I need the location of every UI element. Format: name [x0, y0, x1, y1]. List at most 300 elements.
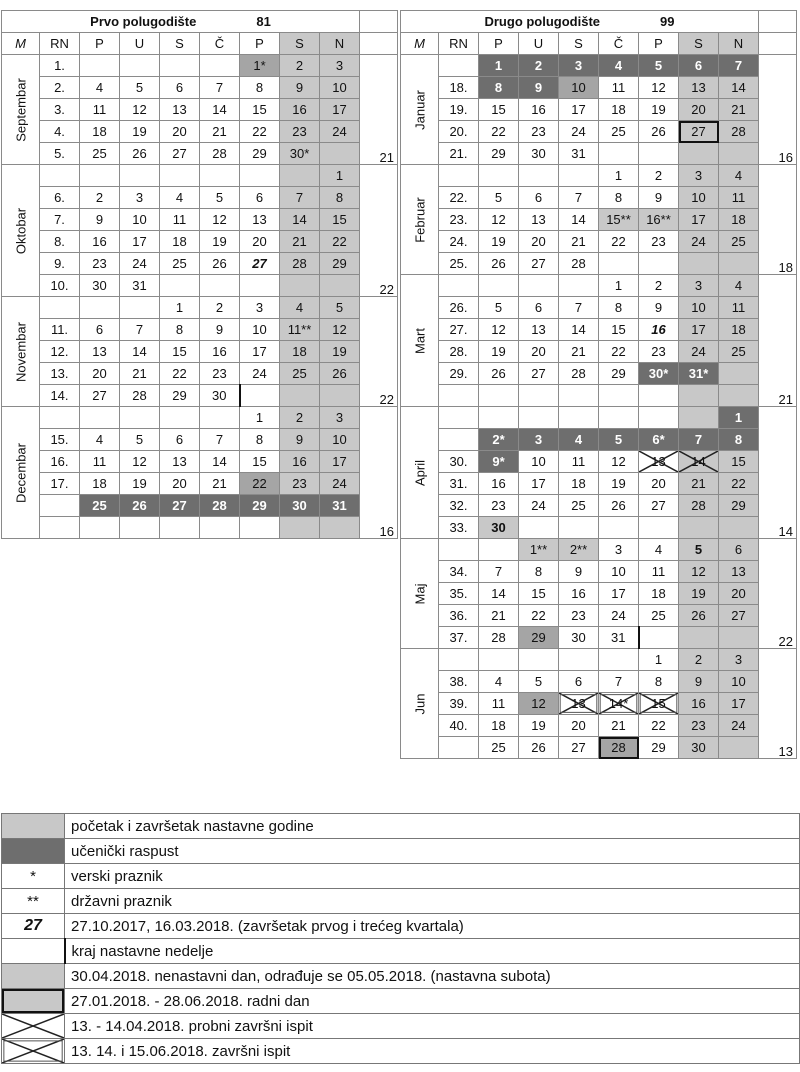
first-half-calendar	[1, 10, 398, 539]
day-number: 14	[491, 586, 506, 601]
day-cell	[200, 121, 240, 143]
legend-swatch: *	[2, 864, 65, 889]
week-row	[401, 737, 797, 759]
day-number: 11	[651, 564, 666, 579]
day-cell	[120, 121, 160, 143]
day-number: 13	[731, 564, 746, 579]
day-cell	[479, 627, 519, 649]
day-number: 29	[531, 630, 546, 645]
day-cell	[559, 583, 599, 605]
day-number: 28	[611, 740, 626, 755]
day-number: 20	[691, 102, 706, 117]
day-cell	[280, 517, 320, 539]
day-cell	[479, 55, 519, 77]
day-cell	[679, 55, 719, 77]
day-number: 18	[92, 124, 107, 139]
day-cell	[479, 407, 519, 429]
day-number: 18	[172, 234, 187, 249]
day-number: 24	[691, 234, 706, 249]
week-number: 30.	[439, 451, 479, 473]
day-number: 6	[255, 190, 264, 205]
week-row	[401, 143, 797, 165]
week-row	[401, 341, 797, 363]
day-number: 8	[654, 674, 663, 689]
day-cell	[679, 737, 719, 759]
week-number: 38.	[439, 671, 479, 693]
day-number: 12	[132, 454, 147, 469]
day-cell	[599, 165, 639, 187]
day-cell	[519, 451, 559, 473]
day-cell	[160, 495, 200, 517]
day-cell	[80, 77, 120, 99]
day-cell	[719, 231, 759, 253]
day-cell	[639, 495, 679, 517]
column-header: P	[240, 33, 280, 55]
week-row	[401, 649, 797, 671]
day-cell	[719, 77, 759, 99]
day-number: 1**	[529, 542, 548, 557]
day-number: 3	[135, 190, 144, 205]
day-cell	[719, 649, 759, 671]
day-number: 3	[335, 58, 344, 73]
week-number	[40, 165, 80, 187]
day-cell	[639, 253, 679, 275]
day-cell	[639, 55, 679, 77]
day-cell	[679, 209, 719, 231]
day-number: 7	[614, 674, 623, 689]
day-cell	[120, 363, 160, 385]
day-number: 28	[212, 146, 227, 161]
day-number: 29	[651, 740, 666, 755]
day-cell	[559, 429, 599, 451]
day-cell	[80, 253, 120, 275]
week-row	[2, 253, 398, 275]
day-cell	[120, 297, 160, 319]
month-name-cell	[401, 275, 439, 407]
day-number: 25	[731, 234, 746, 249]
day-cell	[719, 605, 759, 627]
day-cell	[120, 275, 160, 297]
day-cell	[160, 319, 200, 341]
day-cell	[320, 407, 360, 429]
day-cell	[240, 231, 280, 253]
week-row	[2, 429, 398, 451]
day-number: 10	[531, 454, 546, 469]
day-cell	[599, 715, 639, 737]
day-cell	[599, 693, 639, 715]
column-header: U	[120, 33, 160, 55]
week-row	[2, 407, 398, 429]
day-cell	[599, 385, 639, 407]
week-number: 9.	[40, 253, 80, 275]
day-cell	[200, 231, 240, 253]
day-cell	[160, 143, 200, 165]
day-cell	[719, 737, 759, 759]
day-cell	[519, 715, 559, 737]
day-number: 13	[92, 344, 107, 359]
day-cell	[639, 693, 679, 715]
week-row	[2, 319, 398, 341]
week-row	[2, 77, 398, 99]
day-number: 8	[255, 80, 264, 95]
day-cell	[519, 517, 559, 539]
day-cell	[599, 407, 639, 429]
day-cell	[599, 297, 639, 319]
month-name-cell	[2, 55, 40, 165]
day-number: 16	[212, 344, 227, 359]
day-number: 11	[731, 190, 746, 205]
month-name: Maj	[412, 583, 427, 604]
day-number: 24	[332, 476, 347, 491]
day-cell	[200, 495, 240, 517]
week-number: 36.	[439, 605, 479, 627]
day-cell	[280, 55, 320, 77]
day-number: 11	[611, 80, 626, 95]
day-cell	[679, 429, 719, 451]
day-number: 27	[172, 498, 187, 513]
week-row	[401, 77, 797, 99]
day-cell	[559, 605, 599, 627]
week-row	[2, 55, 398, 77]
legend-row	[2, 864, 800, 889]
day-cell	[599, 99, 639, 121]
day-number: 7	[215, 432, 224, 447]
day-number: 2	[215, 300, 224, 315]
day-number: 5	[494, 190, 503, 205]
week-number: 32.	[439, 495, 479, 517]
day-number: 11	[92, 454, 107, 469]
week-number: 2.	[40, 77, 80, 99]
day-number: 18	[731, 322, 746, 337]
day-number: 29	[252, 498, 267, 513]
column-header: P	[479, 33, 519, 55]
day-cell	[599, 561, 639, 583]
day-number: 26	[691, 608, 706, 623]
day-number: 5	[614, 432, 623, 447]
week-row	[401, 473, 797, 495]
day-cell	[80, 429, 120, 451]
day-cell	[280, 99, 320, 121]
day-cell	[160, 209, 200, 231]
day-cell	[719, 209, 759, 231]
day-number: 28	[132, 388, 147, 403]
week-number: 22.	[439, 187, 479, 209]
day-number: 15	[332, 212, 347, 227]
day-cell	[679, 561, 719, 583]
day-number: 30	[491, 520, 506, 535]
second-half-table	[400, 10, 797, 759]
day-number: 26	[132, 146, 147, 161]
day-number: 3	[574, 58, 583, 73]
day-cell	[479, 275, 519, 297]
day-cell	[240, 473, 280, 495]
day-number: 3	[614, 542, 623, 557]
day-cell	[599, 231, 639, 253]
day-cell	[679, 385, 719, 407]
day-number: 15	[611, 322, 626, 337]
day-cell	[120, 429, 160, 451]
day-cell	[719, 627, 759, 649]
day-cell	[320, 165, 360, 187]
day-number: 17	[332, 102, 347, 117]
week-row	[401, 671, 797, 693]
day-cell	[160, 165, 200, 187]
day-cell	[719, 253, 759, 275]
day-number: 7	[694, 432, 703, 447]
week-row	[401, 429, 797, 451]
day-number: 12	[491, 322, 506, 337]
day-number: 15	[531, 586, 546, 601]
day-cell	[719, 341, 759, 363]
day-number: 1	[255, 410, 264, 425]
day-number: 25	[651, 608, 666, 623]
day-number: 26	[651, 124, 666, 139]
day-number: 4	[95, 432, 104, 447]
day-cell	[679, 121, 719, 143]
month-total: 22	[360, 165, 398, 297]
day-cell	[280, 341, 320, 363]
week-number	[439, 737, 479, 759]
day-number: 31	[332, 498, 347, 513]
day-cell	[200, 143, 240, 165]
day-number: 13	[172, 454, 187, 469]
day-cell	[599, 627, 639, 649]
legend-swatch	[2, 1014, 65, 1039]
first-half-table	[1, 10, 398, 539]
day-cell	[519, 297, 559, 319]
legend-row	[2, 839, 800, 864]
day-number: 17	[611, 586, 626, 601]
day-cell	[559, 495, 599, 517]
column-header: Č	[599, 33, 639, 55]
day-cell	[479, 473, 519, 495]
day-cell	[320, 473, 360, 495]
week-row	[2, 341, 398, 363]
week-row	[401, 451, 797, 473]
day-number: 24	[731, 718, 746, 733]
day-cell	[519, 407, 559, 429]
week-row	[2, 297, 398, 319]
day-cell	[559, 253, 599, 275]
day-cell	[200, 297, 240, 319]
week-number	[439, 539, 479, 561]
day-number: 27	[252, 256, 267, 271]
day-number: 27	[571, 740, 586, 755]
day-cell	[120, 187, 160, 209]
day-cell	[639, 671, 679, 693]
day-cell	[160, 473, 200, 495]
week-number: 15.	[40, 429, 80, 451]
day-cell	[519, 187, 559, 209]
month-name: Septembar	[13, 77, 28, 142]
day-number: 3	[734, 652, 743, 667]
day-number: 31*	[688, 366, 709, 381]
legend-text: 27.01.2018. - 28.06.2018. radni dan	[65, 989, 800, 1014]
legend-swatch	[2, 839, 65, 864]
day-cell	[160, 121, 200, 143]
month-total: 21	[759, 275, 797, 407]
legend-swatch	[2, 964, 65, 989]
day-cell	[200, 341, 240, 363]
legend-swatch	[2, 939, 65, 964]
day-cell	[639, 165, 679, 187]
day-number: 10	[252, 322, 267, 337]
day-number: 1	[614, 278, 623, 293]
day-cell	[599, 539, 639, 561]
day-cell	[240, 77, 280, 99]
day-cell	[479, 693, 519, 715]
day-number: 28	[731, 124, 746, 139]
legend-text: učenički raspust	[65, 839, 800, 864]
day-cell	[80, 319, 120, 341]
day-cell	[240, 451, 280, 473]
day-number: 28	[571, 366, 586, 381]
day-number: 28	[292, 256, 307, 271]
week-number: 3.	[40, 99, 80, 121]
day-cell	[479, 209, 519, 231]
day-number: 9	[694, 674, 703, 689]
day-number: 13	[691, 80, 706, 95]
day-number: 23	[292, 476, 307, 491]
day-number: 29	[611, 366, 626, 381]
week-row	[401, 165, 797, 187]
day-cell	[80, 231, 120, 253]
day-number: 9	[654, 300, 663, 315]
day-number: 7	[734, 58, 743, 73]
week-number: 24.	[439, 231, 479, 253]
month-name-cell	[2, 407, 40, 539]
day-cell	[679, 319, 719, 341]
week-number: 29.	[439, 363, 479, 385]
day-number: 25	[92, 498, 107, 513]
day-cell	[719, 473, 759, 495]
day-number: 4	[654, 542, 663, 557]
day-cell	[80, 451, 120, 473]
day-number: 17	[531, 476, 546, 491]
week-number: 8.	[40, 231, 80, 253]
week-number: 14.	[40, 385, 80, 407]
day-number: 29	[731, 498, 746, 513]
day-cell	[120, 55, 160, 77]
day-cell	[200, 385, 240, 407]
week-row	[401, 275, 797, 297]
day-cell	[80, 275, 120, 297]
week-number: 31.	[439, 473, 479, 495]
day-number: 17	[132, 234, 147, 249]
day-cell	[200, 55, 240, 77]
day-number: 27	[731, 608, 746, 623]
week-row	[401, 363, 797, 385]
day-cell	[80, 165, 120, 187]
column-header: M	[401, 33, 439, 55]
day-cell	[200, 363, 240, 385]
day-cell	[719, 363, 759, 385]
day-number: 29	[252, 146, 267, 161]
day-cell	[479, 451, 519, 473]
day-number: 12	[132, 102, 147, 117]
day-cell	[280, 165, 320, 187]
day-cell	[599, 253, 639, 275]
day-cell	[559, 121, 599, 143]
half-total: 81	[256, 14, 271, 29]
day-cell	[320, 385, 360, 407]
day-cell	[599, 209, 639, 231]
day-number: 30	[531, 146, 546, 161]
day-number: 21	[731, 102, 746, 117]
month-name-cell	[401, 55, 439, 165]
day-cell	[80, 297, 120, 319]
legend-swatch: **	[2, 889, 65, 914]
day-number: 23	[92, 256, 107, 271]
day-cell	[479, 671, 519, 693]
day-number: 20	[531, 234, 546, 249]
day-number: 17	[571, 102, 586, 117]
day-number: 9	[534, 80, 543, 95]
day-number: 9	[295, 80, 304, 95]
day-number: 22	[491, 124, 506, 139]
day-cell	[240, 99, 280, 121]
day-cell	[479, 165, 519, 187]
week-number: 7.	[40, 209, 80, 231]
day-cell	[639, 385, 679, 407]
day-number: 3	[255, 300, 264, 315]
day-cell	[320, 231, 360, 253]
day-number: 6	[574, 674, 583, 689]
day-number: 1	[175, 300, 184, 315]
day-cell	[320, 275, 360, 297]
week-number: 10.	[40, 275, 80, 297]
day-cell	[679, 341, 719, 363]
day-number: 25	[731, 344, 746, 359]
day-cell	[639, 209, 679, 231]
day-cell	[320, 319, 360, 341]
day-cell	[479, 341, 519, 363]
day-number: 2	[694, 652, 703, 667]
day-cell	[519, 539, 559, 561]
day-number: 4	[574, 432, 583, 447]
week-row	[2, 121, 398, 143]
week-number: 6.	[40, 187, 80, 209]
day-cell	[320, 77, 360, 99]
day-number: 4	[734, 168, 743, 183]
day-cell	[280, 253, 320, 275]
day-number: 1	[614, 168, 623, 183]
day-cell	[599, 605, 639, 627]
day-cell	[280, 143, 320, 165]
day-number: 25	[92, 146, 107, 161]
day-number: 27	[691, 124, 706, 139]
day-number: 8	[494, 80, 503, 95]
day-number: 4	[614, 58, 623, 73]
day-cell	[559, 319, 599, 341]
day-cell	[519, 165, 559, 187]
day-number: 21	[611, 718, 626, 733]
day-number: 18	[571, 476, 586, 491]
day-cell	[320, 99, 360, 121]
week-row	[2, 473, 398, 495]
legend-row	[2, 989, 800, 1014]
day-cell	[679, 143, 719, 165]
day-cell	[679, 473, 719, 495]
day-cell	[240, 407, 280, 429]
week-number: 1.	[40, 55, 80, 77]
day-number: 25	[172, 256, 187, 271]
day-cell	[559, 451, 599, 473]
day-number: 19	[651, 102, 666, 117]
day-cell	[679, 693, 719, 715]
day-number: 13	[252, 212, 267, 227]
day-number: 20	[531, 344, 546, 359]
